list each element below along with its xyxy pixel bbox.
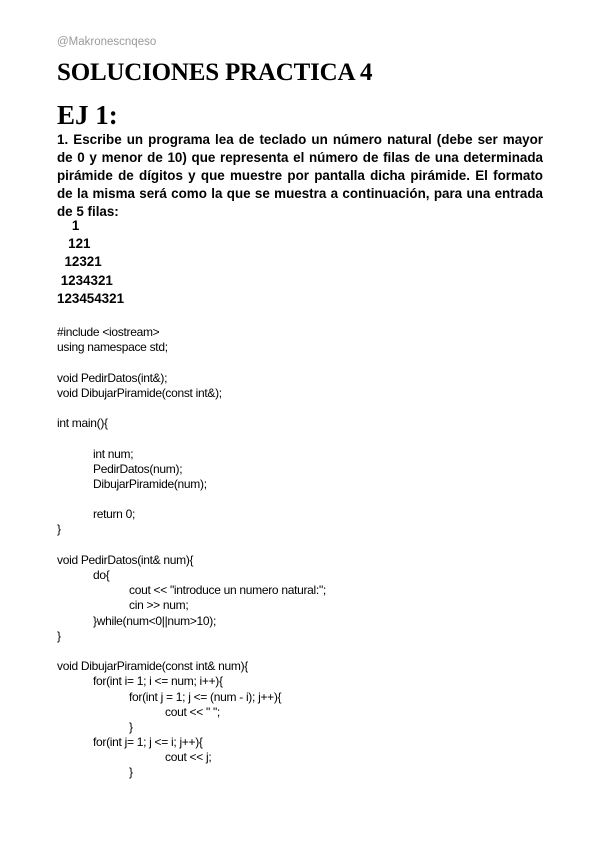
code-line: do{ (93, 568, 110, 582)
code-line: DibujarPiramide(num); (93, 476, 207, 491)
code-line: return 0; (93, 507, 135, 522)
code-line: }while(num<0||num>10); (93, 613, 217, 628)
code-line: cout << j; (165, 750, 212, 765)
code-line: void DibujarPiramide(const int& num){ (57, 659, 248, 674)
code-listing (57, 325, 326, 781)
code-line (57, 431, 326, 446)
pyramid-row: 123454321 (57, 290, 125, 306)
code-line: for(int j= 1; j <= i; j++){ (93, 735, 203, 750)
code-line (57, 492, 326, 507)
pyramid-row: 12321 (57, 254, 102, 270)
code-line: } (57, 628, 61, 643)
pyramid-row: 1234321 (57, 272, 113, 288)
code-line: } (129, 719, 133, 734)
pyramid-row: 121 (57, 236, 91, 252)
pyramid-row: 1 (57, 218, 80, 233)
code-line: cout << "introduce un numero natural:"; (129, 583, 326, 598)
code-line: } (57, 522, 61, 537)
code-line: void PedirDatos(int& num){ (57, 552, 194, 567)
code-line (57, 355, 326, 370)
code-line: void DibujarPiramide(const int&); (57, 385, 222, 400)
code-line: } (129, 765, 133, 780)
code-line (57, 538, 326, 553)
code-line: int main(){ (57, 416, 108, 431)
code-line: cin >> num; (129, 598, 189, 613)
code-line: #include <iostream> (57, 325, 160, 339)
watermark-text: @Makronescnqeso (57, 36, 157, 48)
code-line: cout << " "; (165, 704, 220, 719)
code-line: int num; (93, 446, 134, 461)
code-line: for(int j = 1; j <= (num - i); j++){ (129, 689, 282, 704)
code-line (57, 401, 326, 416)
code-line (57, 644, 326, 659)
code-line: using namespace std; (57, 340, 168, 355)
exercise-heading: EJ 1: (57, 100, 118, 130)
exercise-statement: 1. Escribe un programa lea de teclado un número natural (debe ser mayor de 0 y menor de 10) que representa el número de filas de una determinada pirámide de dígitos y que muestre por pantalla dicha pirámide. El formato de la misma será como la que se muestra a continuación, para una entrada de 5 filas: (57, 132, 543, 219)
pyramid-example (57, 217, 124, 308)
document-title: SOLUCIONES PRACTICA 4 (57, 59, 373, 86)
code-line: for(int i= 1; i <= num; i++){ (93, 674, 223, 689)
code-line: void PedirDatos(int&); (57, 370, 168, 385)
code-line: PedirDatos(num); (93, 461, 183, 476)
